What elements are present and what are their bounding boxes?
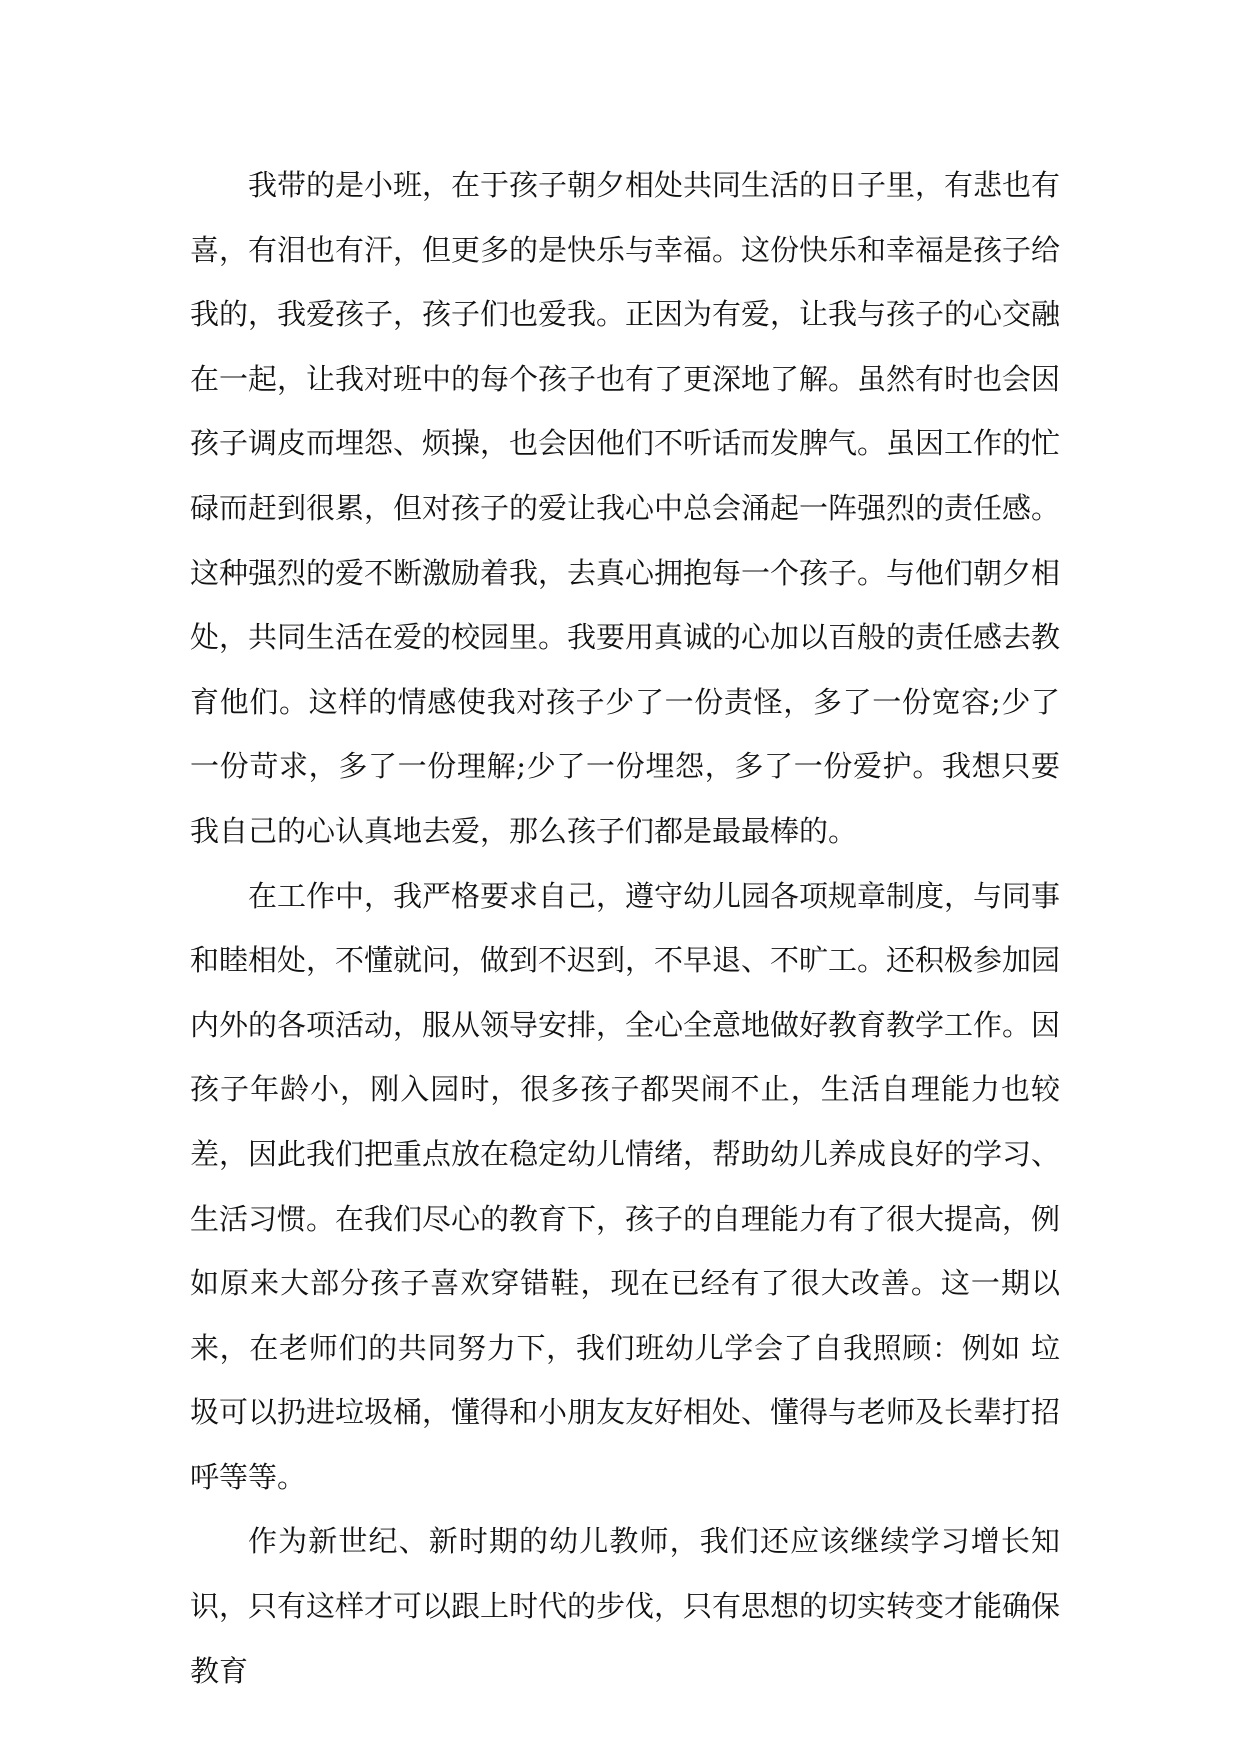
paragraph-1: 我带的是小班，在于孩子朝夕相处共同生活的日子里，有悲也有喜，有泪也有汗，但更多的是快乐与幸福。这份快乐和幸福是孩子给我的，我爱孩子，孩子们也爱我。正因为有爱，让我与孩子的心交融在一起，让我对班中的每个孩子也有了更深地了解。虽然有时也会因孩子调皮而埋怨、烦操，也会因他们不听话而发脾气。虽因工作的忙碌而赶到很累，但对孩子的爱让我心中总会涌起一阵强烈的责任感。这种强烈的爱不断激励着我，去真心拥抱每一个孩子。与他们朝夕相处，共同生活在爱的校园里。我要用真诚的心加以百般的责任感去教育他们。这样的情感使我对孩子少了一份责怪，多了一份宽容;少了一份苛求，多了一份理解;少了一份埋怨，多了一份爱护。我想只要我自己的心认真地去爱，那么孩子们都是最最棒的。	[190, 168, 1061, 848]
paragraph-3: 作为新世纪、新时期的幼儿教师，我们还应该继续学习增长知识，只有这样才可以跟上时代的步伐，只有思想的切实转变才能确保教育	[190, 1524, 1061, 1688]
document-body	[190, 153, 1060, 1703]
paragraph-2: 在工作中，我严格要求自己，遵守幼儿园各项规章制度，与同事和睦相处，不懂就问，做到不迟到，不早退、不旷工。还积极参加园内外的各项活动，服从领导安排，全心全意地做好教育教学工作。因孩子年龄小，刚入园时，很多孩子都哭闹不止，生活自理能力也较差，因此我们把重点放在稳定幼儿情绪，帮助幼儿养成良好的学习、生活习惯。在我们尽心的教育下，孩子的自理能力有了很大提高，例如原来大部分孩子喜欢穿错鞋，现在已经有了很大改善。这一期以来，在老师们的共同努力下，我们班幼儿学会了自我照顾：例如 垃圾可以扔进垃圾桶，懂得和小朋友友好相处、懂得与老师及长辈打招呼等等。	[190, 878, 1061, 1494]
